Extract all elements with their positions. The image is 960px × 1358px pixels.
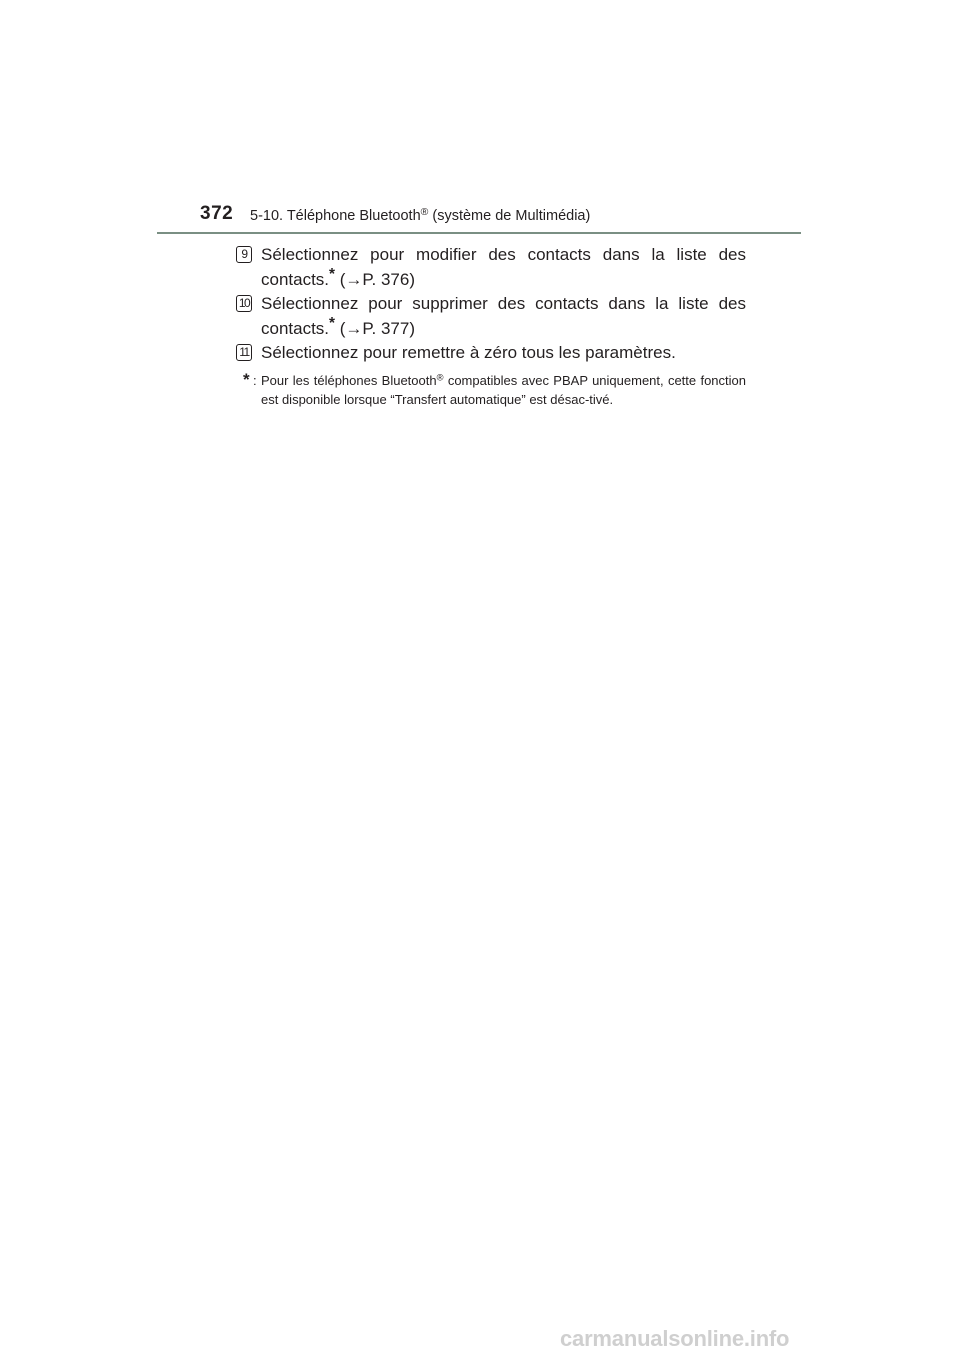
page-reference: (→P. 376)	[335, 270, 416, 289]
list-item	[236, 291, 746, 341]
registered-mark: ®	[436, 372, 444, 383]
item-marker: 10	[236, 295, 252, 312]
header-rule	[157, 232, 801, 234]
section-suffix: (système de Multimédia)	[428, 208, 591, 224]
section-title: 5-10. Téléphone Bluetooth	[250, 208, 421, 224]
footnote-mark: *	[243, 370, 250, 389]
item-marker: 9	[236, 246, 252, 263]
footnote-asterisk: *	[329, 265, 335, 283]
item-text: Sélectionnez pour modifier des contacts dans la liste des contacts.* (→P. 376)	[261, 245, 746, 289]
footnote-asterisk: *	[329, 314, 335, 332]
footnote-colon: :	[253, 373, 257, 388]
footnote-text: Pour les téléphones Bluetooth® compatibles avec PBAP uniquement, cette fonction est disponible lorsque “Transfert automatique” est désac-tivé.	[261, 372, 746, 407]
registered-mark: ®	[420, 206, 429, 218]
page-number: 372	[200, 203, 234, 224]
watermark: carmanualsonline.info	[560, 1326, 790, 1351]
item-text: Sélectionnez pour remettre à zéro tous les paramètres.	[261, 343, 676, 362]
running-header	[250, 208, 590, 224]
list-item	[236, 242, 746, 292]
item-marker: 11	[236, 344, 252, 361]
item-text: Sélectionnez pour supprimer des contacts dans la liste des contacts.* (→P. 377)	[261, 294, 746, 338]
footnote	[243, 371, 746, 409]
list-item	[236, 340, 746, 365]
page-reference: (→P. 377)	[335, 319, 416, 338]
